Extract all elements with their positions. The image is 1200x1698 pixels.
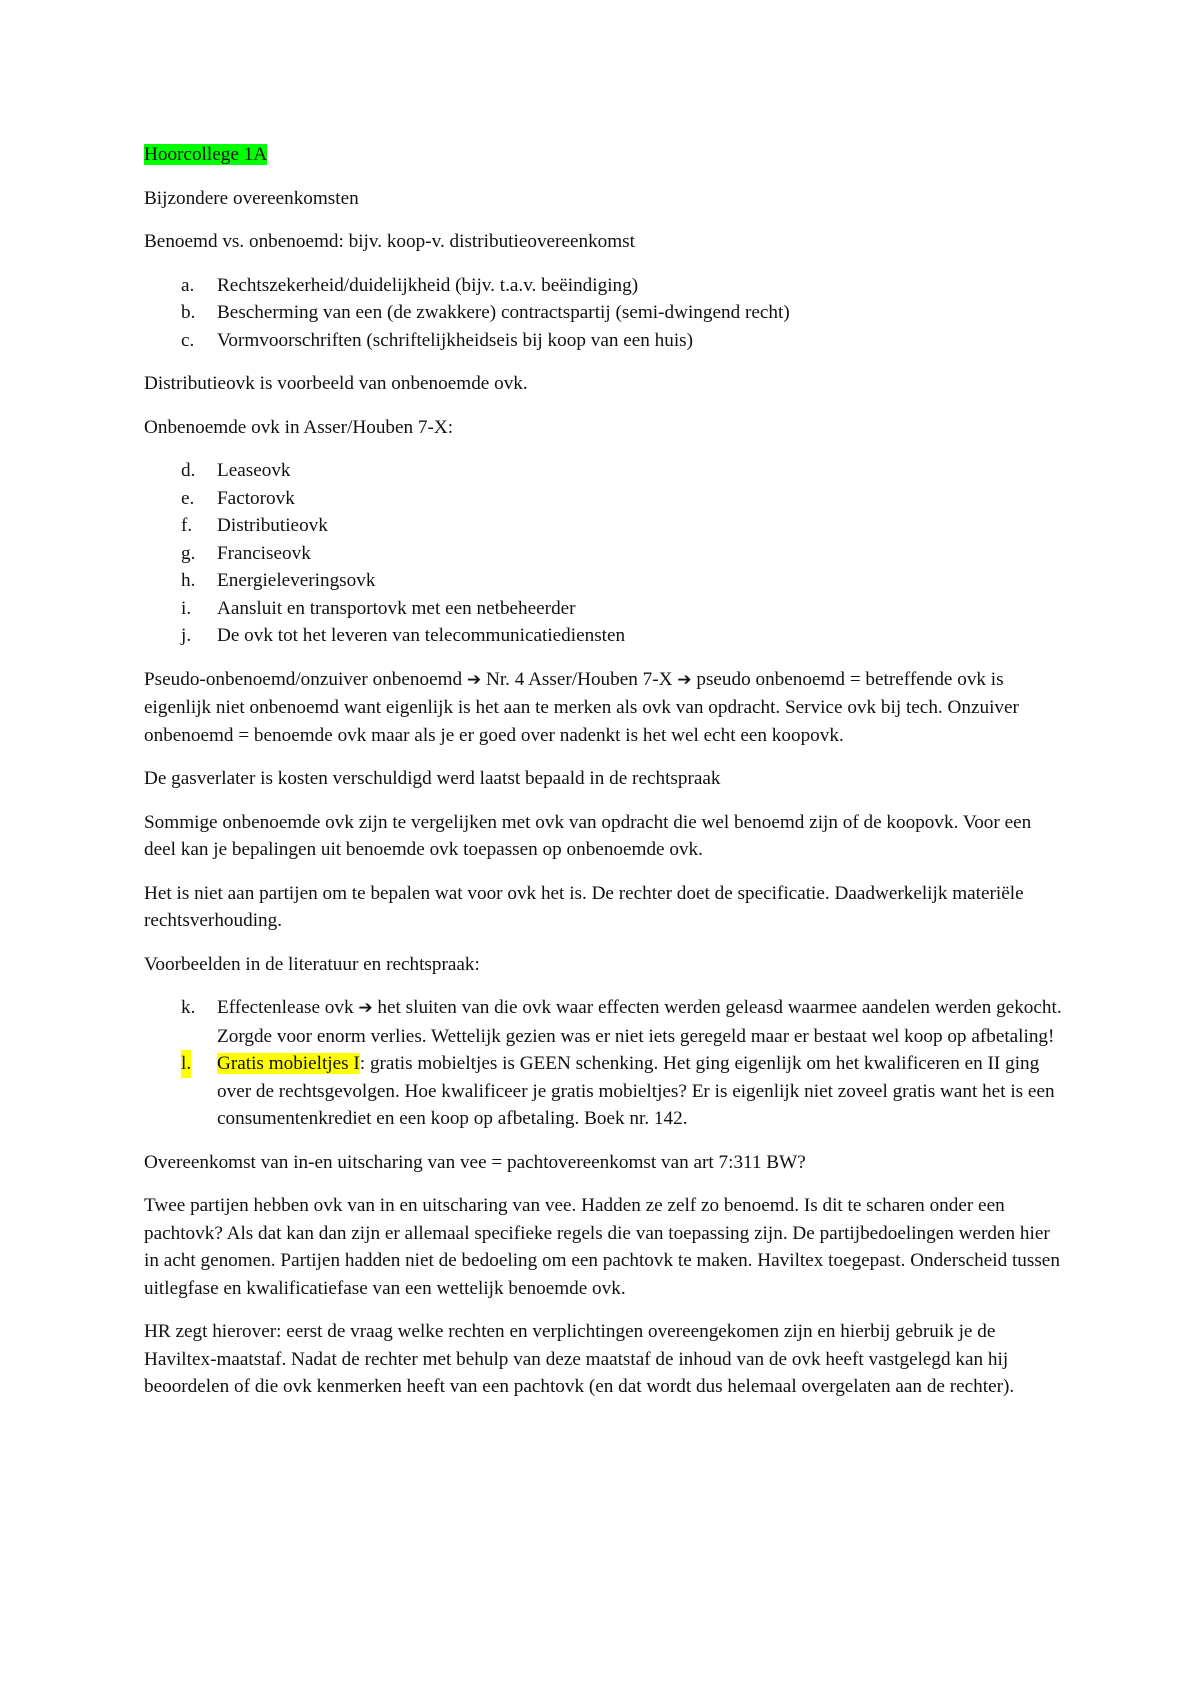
paragraph-benoemd: Benoemd vs. onbenoemd: bijv. koop-v. distributieovereenkomst xyxy=(144,231,635,252)
list-item: f. Distributieovk xyxy=(181,515,328,536)
paragraph-bijzondere: Bijzondere overeenkomsten xyxy=(144,187,359,209)
list-item: b. Bescherming van een (de zwakkere) contractspartij (semi-dwingend recht) xyxy=(181,302,790,323)
list-item: j. De ovk tot het leveren van telecommunicatiediensten xyxy=(181,625,626,646)
list-unnamed-contracts xyxy=(144,457,1064,650)
right-arrow-icon: ➔ xyxy=(466,669,482,690)
list-item: e. Factorovk xyxy=(181,487,295,509)
paragraph-pseudo-onbenoemd: Pseudo-onbenoemd/onzuiver onbenoemd ➔ Nr. 4 Asser/Houben 7-X ➔ pseudo onbenoemd = betreffende ovk is eigenlijk niet onbenoemd want eigenlijk is het aan te merken als ovk van opdracht. Service ovk bij tech. Onzuiver onbenoemd = benoemde ovk maar als je er goed over nadenkt is het wel echt een koopovk. xyxy=(144,668,1019,746)
paragraph-partijen: Het is niet aan partijen om te bepalen wat voor ovk het is. De rechter doet de specificatie. Daadwerkelijk materiële rechtsverhouding. xyxy=(144,882,1024,931)
paragraph-onbenoemde-asser: Onbenoemde ovk in Asser/Houben 7-X: xyxy=(144,416,454,438)
list-item-gratis-mobieltjes: l. Gratis mobieltjes I: gratis mobieltjes is GEEN schenking. Het ging eigenlijk om het kwalificeren en II ging over de rechtsgevolgen. Hoe kwalificeer je gratis mobieltjes? Er is eigenlijk niet zoveel gratis want het is een consumentenkrediet en een koop op afbetaling. Boek nr. 142. xyxy=(144,1050,1064,1133)
paragraph-gasverlater: De gasverlater is kosten verschuldigd werd laatst bepaald in de rechtspraak xyxy=(144,768,721,789)
list-item: a. Rechtszekerheid/duidelijkheid (bijv. t.a.v. beëindiging) xyxy=(181,274,639,296)
right-arrow-icon: ➔ xyxy=(358,998,373,1018)
paragraph-overeenkomst-vee: Overeenkomst van in-en uitscharing van vee = pachtovereenkomst van art 7:311 BW? xyxy=(144,1151,806,1173)
paragraph-hr: HR zegt hierover: eerst de vraag welke rechten en verplichtingen overeengekomen zijn en hierbij gebruik je de Haviltex-maatstaf. Nadat de rechter met behulp van deze maatstaf de inhoud van de ovk heeft vastgelegd kan hij beoordelen of die ovk kenmerken heeft van een pachtovk (en dat wordt dus helemaal overgelaten aan de rechter). xyxy=(144,1321,1015,1397)
right-arrow-icon: ➔ xyxy=(677,669,692,690)
highlighted-text: Gratis mobieltjes I xyxy=(217,1053,360,1074)
document-title: Hoorcollege 1A xyxy=(144,144,268,165)
paragraph-sommige: Sommige onbenoemde ovk zijn te vergelijken met ovk van opdracht die wel benoemd zijn of de koopovk. Voor een deel kan je bepalingen uit benoemde ovk toepassen op onbenoemde ovk. xyxy=(144,811,1032,860)
paragraph-voorbeelden: Voorbeelden in de literatuur en rechtspraak: xyxy=(144,953,480,975)
title-paragraph xyxy=(144,141,1064,169)
paragraph-twee-partijen: Twee partijen hebben ovk van in en uitscharing van vee. Hadden ze zelf zo benoemd. Is dit te scharen onder een pachtovk? Als dat kan dan zijn er allemaal specifieke regels die van toepassing zijn. De partijbedoelingen werden hier in acht genomen. Partijen hadden niet de bedoeling om een pachtovk te maken. Haviltex toegepast. Onderscheid tussen uitlegfase en kwalificatiefase van een wettelijk benoemde ovk. xyxy=(144,1195,1060,1299)
list-examples xyxy=(144,994,1064,1133)
list-reasons xyxy=(144,272,1064,355)
list-item: i. Aansluit en transportovk met een netbeheerder xyxy=(181,597,576,619)
list-item-effectenlease: k. Effectenlease ovk ➔ het sluiten van die ovk waar effecten werden geleasd waarmee aandelen werden gekocht. Zorgde voor enorm verlies. Wettelijk gezien was er niet iets geregeld maar er bestaat wel koop op afbetaling! xyxy=(181,997,1062,1047)
list-item: d. Leaseovk xyxy=(181,460,291,481)
paragraph-distributieovk: Distributieovk is voorbeeld van onbenoemde ovk. xyxy=(144,373,528,394)
list-item: g. Franciseovk xyxy=(181,542,311,564)
list-item: c. Vormvoorschriften (schriftelijkheidseis bij koop van een huis) xyxy=(181,329,694,351)
document-page xyxy=(144,141,1064,1417)
list-item: h. Energieleveringsovk xyxy=(181,570,376,591)
